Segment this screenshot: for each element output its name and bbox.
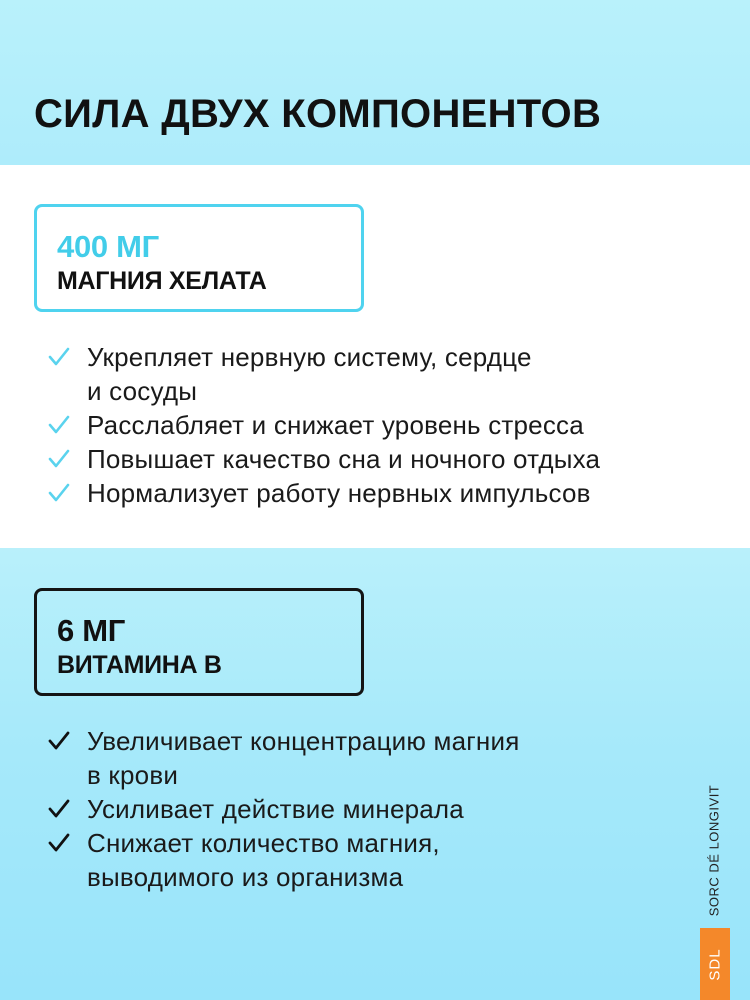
magnesium-label: МАГНИЯ ХЕЛАТА [57, 267, 267, 295]
list-item [48, 340, 600, 408]
checkmark-icon [48, 724, 72, 758]
checkmark-icon [48, 792, 72, 826]
checkmark-icon [48, 826, 72, 860]
list-item [48, 792, 520, 826]
vitamin-amount: 6 МГ [57, 613, 126, 648]
brand-logo-text: SDL [706, 947, 724, 981]
vitamin-label: ВИТАМИНА В [57, 651, 222, 679]
list-item [48, 724, 520, 792]
benefit-text: Расслабляет и снижает уровень стресса [87, 410, 584, 440]
benefit-text: Снижает количество магния, выводимого из организма [87, 828, 440, 892]
list-item [48, 476, 600, 510]
benefit-text: Увеличивает концентрацию магния в крови [87, 726, 520, 790]
vitamin-dose-card [34, 588, 364, 696]
magnesium-amount: 400 МГ [57, 229, 159, 264]
page-title: СИЛА ДВУХ КОМПОНЕНТОВ [34, 92, 602, 136]
benefit-text: Укрепляет нервную систему, сердце и сосуды [87, 342, 532, 406]
checkmark-icon [48, 340, 72, 374]
list-item [48, 826, 520, 894]
benefit-text: Нормализует работу нервных импульсов [87, 478, 591, 508]
benefit-text: Усиливает действие минерала [87, 794, 464, 824]
header-band [0, 0, 750, 165]
brand-logo [700, 928, 730, 1000]
benefit-text: Повышает качество сна и ночного отдыха [87, 444, 601, 474]
magnesium-dose-card [34, 204, 364, 312]
checkmark-icon [48, 442, 72, 476]
brand-name-text: SORC DÉ LONGIVIT [706, 784, 722, 916]
vitamin-benefits-list [48, 724, 520, 894]
magnesium-benefits-list [48, 340, 600, 510]
checkmark-icon [48, 408, 72, 442]
list-item [48, 442, 600, 476]
list-item [48, 408, 600, 442]
checkmark-icon [48, 476, 72, 510]
brand-name [700, 770, 728, 930]
